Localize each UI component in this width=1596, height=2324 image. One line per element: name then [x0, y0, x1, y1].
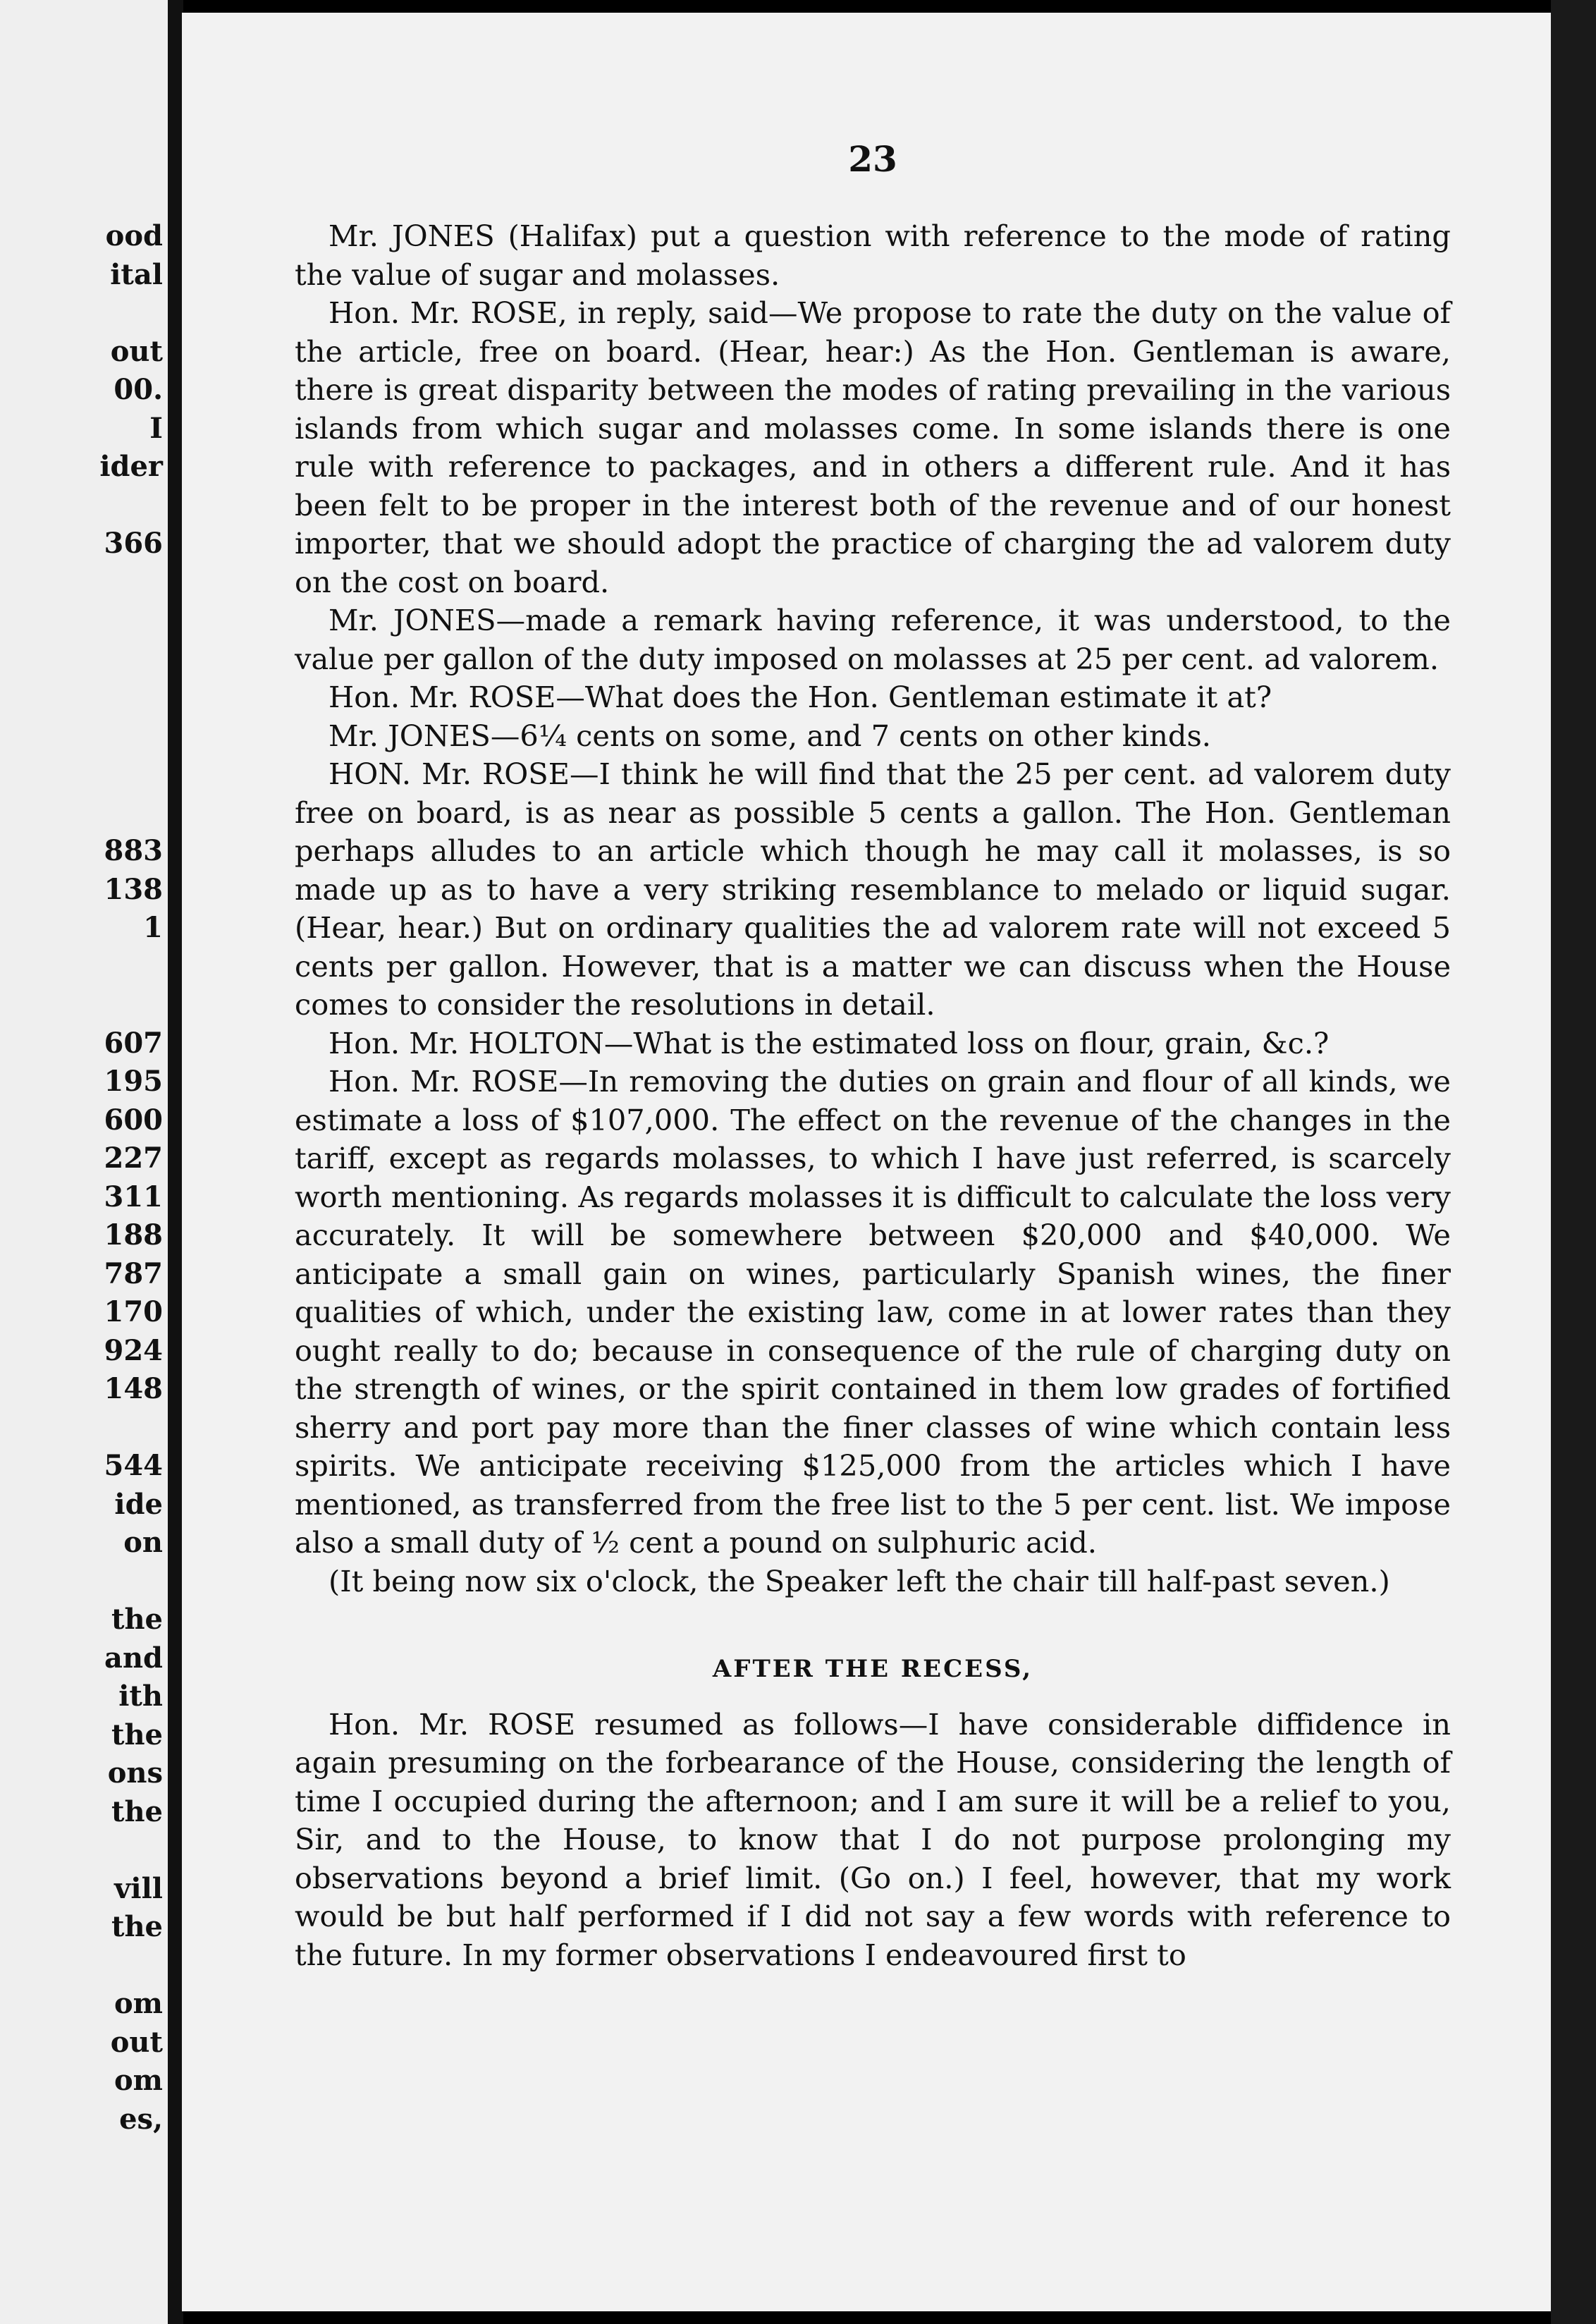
paragraph-jones-answer: Mr. JONES—6¼ cents on some, and 7 cents on other kinds.	[329, 718, 1211, 753]
paragraph-rose-estimate: Hon. Mr. ROSE—In removing the duties on grain and flour of all kinds, we estimate a loss of $107,000. The effect on the revenue of the changes in the tariff, except as regards molasses, to which I have just referred, is scarcely worth mentioning. As regards molasses it is difficult to calculate the loss very accurately. It will be somewhere between $20,000 and $40,000. We anticipate a small gain on wines, particularly Spanish wines, the finer qualities of which, under the existing law, come in at lower rates than they ought really to do; because in consequence of the rule of charging duty on the strength of wines, or the spirit contained in them low grades of fortified sherry and port pay more than the finer classes of wine which contain less spirits. We anticipate receiving $125,000 from the articles which I have mentioned, as transferred from the free list to the 5 per cent. list. We impose also a small duty of ½ cent a pound on sulphuric acid.	[295, 1064, 1451, 1560]
facing-page-line: ith	[118, 1680, 163, 1713]
facing-page-line: 1	[143, 911, 163, 944]
facing-page-line: 883	[104, 834, 163, 867]
paragraph-holton-question: Hon. Mr. HOLTON—What is the estimated loss on flour, grain, &c.?	[329, 1025, 1330, 1060]
paragraph-recess-note: (It being now six o'clock, the Speaker left the chair till half-past seven.)	[329, 1563, 1390, 1598]
paragraph-rose-resumed: Hon. Mr. ROSE resumed as follows—I have considerable diffidence in again presuming on the forbearance of the House, considering the length of time I occupied during the afternoon; and I am sure it will be a relief to you, Sir, and to the House, to know that I do not purpose prolonging my observations beyond a brief limit. (Go on.) I feel, however, that my work would be but half performed if I did not say a few words with reference to the future. In my former observations I endeavoured first to	[295, 1706, 1451, 1972]
facing-page-line: 188	[104, 1218, 163, 1252]
section-heading: AFTER THE RECESS,	[712, 1655, 1033, 1683]
facing-page-line: the	[111, 1603, 163, 1636]
paragraph-jones-question: Mr. JONES (Halifax) put a question with reference to the mode of rating the value of sugar and molasses.	[295, 219, 1451, 292]
facing-page-line: out	[110, 334, 163, 368]
body-text	[295, 217, 1451, 1974]
facing-page-line: 227	[104, 1142, 163, 1175]
facing-page-line: ider	[99, 450, 163, 483]
book-gutter	[168, 0, 183, 2324]
facing-page-line: es,	[119, 2102, 163, 2136]
facing-page-line: and	[104, 1641, 163, 1675]
facing-page-line: 00.	[113, 373, 163, 406]
facing-page-line: om	[113, 2064, 163, 2097]
facing-page-line: om	[113, 1987, 163, 2020]
facing-page-line: 148	[104, 1372, 163, 1405]
facing-page-line: ood	[105, 219, 163, 252]
book-edge	[1551, 0, 1596, 2324]
facing-page-line: the	[111, 1910, 163, 1943]
facing-page-line: vill	[114, 1871, 163, 1905]
paragraph-jones-remark: Mr. JONES—made a remark having reference, it was understood, to the value per gallon of the duty imposed on molasses at 25 per cent. ad valorem.	[295, 603, 1451, 676]
facing-page-line: I	[149, 411, 163, 445]
facing-page-line: the	[111, 1794, 163, 1828]
paragraph-rose-reply: Hon. Mr. ROSE, in reply, said—We propose to rate the duty on the value of the article, free on board. (Hear, hear:) As the Hon. Gentleman is aware, there is great disparity between the modes of rating prevailing in the various islands from which sugar and molasses come. In some islands there is one rule with reference to packages, and in others a different rule. And it has been felt to be proper in the interest both of the revenue and of our honest importer, that we should adopt the practice of charging the ad valorem duty on the cost on board.	[295, 295, 1451, 599]
facing-page-line: out	[110, 2025, 163, 2059]
facing-page-line: 544	[104, 1449, 163, 1482]
facing-page-line: 170	[104, 1295, 163, 1328]
facing-page-fragment	[0, 0, 173, 2324]
paragraph-rose-question: Hon. Mr. ROSE—What does the Hon. Gentleman estimate it at?	[329, 680, 1272, 714]
document-page	[182, 13, 1564, 2311]
facing-page-line: 607	[104, 1026, 163, 1060]
facing-page-line: 195	[104, 1065, 163, 1098]
facing-page-line: the	[111, 1718, 163, 1751]
facing-page-line: 600	[104, 1103, 163, 1137]
facing-page-line: ide	[114, 1487, 163, 1521]
facing-page-line: 787	[104, 1256, 163, 1290]
facing-page-line: 311	[104, 1180, 163, 1213]
facing-page-line: 366	[104, 527, 163, 560]
page-number: 23	[848, 138, 897, 180]
facing-page-line: ons	[107, 1756, 163, 1790]
facing-page-line: 138	[104, 872, 163, 906]
facing-page-line: 924	[104, 1333, 163, 1367]
paragraph-rose-ad-valorem: HON. Mr. ROSE—I think he will find that the 25 per cent. ad valorem duty free on board, is as near as possible 5 cents a gallon. The Hon. Gentleman perhaps alludes to an article which though he may call it molasses, is so made up as to have a very striking resemblance to melado or liquid sugar. (Hear, hear.) But on ordinary qualities the ad valorem rate will not exceed 5 cents per gallon. However, that is a matter we can discuss when the House comes to consider the resolutions in detail.	[295, 757, 1451, 1022]
facing-page-line: ital	[110, 257, 163, 291]
facing-page-line: on	[123, 1526, 163, 1559]
